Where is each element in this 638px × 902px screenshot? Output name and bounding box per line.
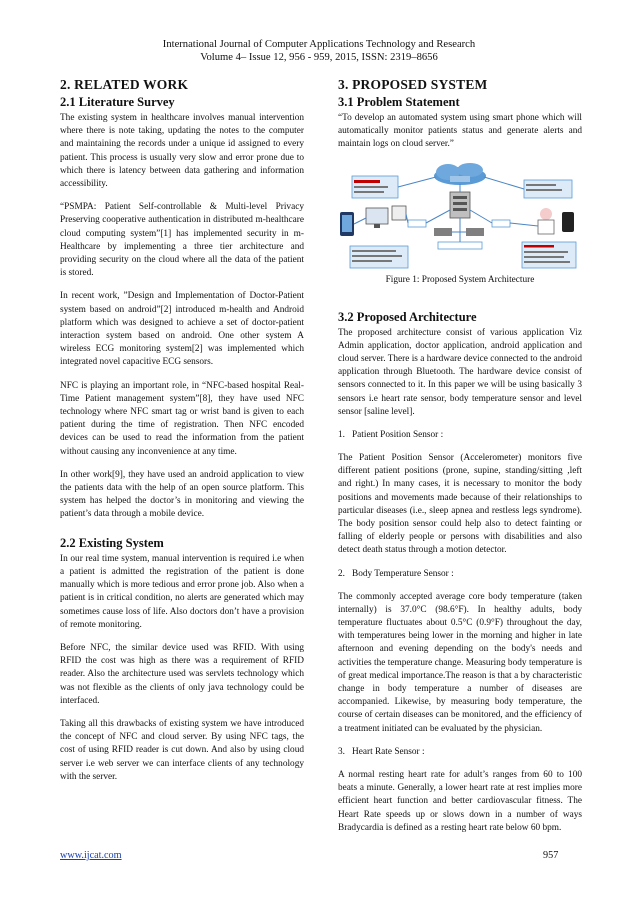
list-item xyxy=(338,746,582,759)
list-number: 2. xyxy=(338,568,345,579)
right-column xyxy=(338,77,582,845)
page-header xyxy=(0,38,638,64)
section-2-1-heading: 2.1 Literature Survey xyxy=(60,95,175,109)
list-number: 3. xyxy=(338,746,345,757)
list-label: Body Temperature Sensor : xyxy=(352,568,454,579)
architecture-figure xyxy=(338,162,582,272)
left-column xyxy=(60,77,304,794)
figure-caption: Figure 1: Proposed System Architecture xyxy=(385,274,535,285)
list-item xyxy=(338,568,582,581)
journal-volume: Volume 4– Issue 12, 956 - 959, 2015, ISSN: 2319–8656 xyxy=(200,52,438,63)
paragraph: In our real time system, manual intervention is required i.e when a patient is admitted the registration of the patient is done manually which is more tedious and error prone job. Also when a patient is in critical condition, no alerts are generated which may sometimes cause loss of life. Also doctors don’t have a provision of remote monitoring. xyxy=(60,553,304,630)
paragraph: A normal resting heart rate for adult’s ranges from 60 to 100 beats a minute. Generally, a lower heart rate at rest implies more efficient heart function and better cardiovascular fitness. The Heart Rate speeds up or slows down in a number of ways Bradycardia is defined as a resting heart rate below 60 bpm. xyxy=(338,769,582,833)
paragraph: “To develop an automated system using smart phone which will automatically monitor patients status and generate alerts and maintain logs on cloud server.” xyxy=(338,113,582,150)
paragraph: “PSMPA: Patient Self-controllable & Multi-level Privacy Preserving cooperative authentication in distributed m-healthcare cloud computing system”[1] has implemented security in m-Healthcare by implementing a three tier architecture and providing security on the cloud where all the data of the patient is stored. xyxy=(60,202,304,279)
journal-website-link[interactable]: www.ijcat.com xyxy=(60,850,122,861)
paragraph: NFC is playing an important role, in “NFC-based hospital Real-Time Patient management system”[8], they have used NFC technology where NFC smart tag or wrist band is given to each patient during the time of registration. Then NFC encoded devices can be used to read the information from the patient without causing any inconvenience at any time. xyxy=(60,380,304,457)
list-label: Heart Rate Sensor : xyxy=(352,746,425,757)
admin-app-box xyxy=(352,176,398,198)
server-icon xyxy=(450,192,470,218)
phone-right-icon xyxy=(562,212,574,232)
paragraph: Taking all this drawbacks of existing system we have introduced the concept of NFC and cloud server. By using NFC tags, the cost of using RFID reader is cut down. And also by using cloud server i.e web server we can interface clients of any technology with the server. xyxy=(60,718,304,782)
cloud-icon xyxy=(434,163,486,185)
section-3-1-heading: 3.1 Problem Statement xyxy=(338,95,460,109)
paragraph: In recent work, ”Design and Implementation of Doctor-Patient system based on android”[2] introduced m-health and Android platform which was designed to achieve a set of doctor-patient interaction system based on android. One other system A wireless ECG monitoring system[2] was implemented which integrated novel capacitive ECG sensors. xyxy=(60,291,304,368)
computer-icon xyxy=(366,206,406,228)
paragraph: The proposed architecture consist of various application Viz Admin application, doctor application, android application and cloud server. There is a hardware device connected to the android application through Bluetooth. The hardware device consist of sensors connected to it. In this paper we will be using basically 3 sensors i.e heart rate sensor, body temperature sensor and level sensor [saline level]. xyxy=(338,327,582,417)
architecture-diagram xyxy=(338,162,582,272)
paragraph: In other work[9], they have used an android application to view the patients data with the help of an open source platform. This system has helped the doctor’s in monitoring and viewing the patient’s data through a mobile device. xyxy=(60,469,304,520)
application-box xyxy=(522,242,576,268)
journal-title: International Journal of Computer Applications Technology and Research xyxy=(162,39,476,50)
section-2-2-heading: 2.2 Existing System xyxy=(60,535,164,550)
section-2-heading: 2. RELATED WORK xyxy=(60,77,189,92)
section-3-heading: 3. PROPOSED SYSTEM xyxy=(338,77,488,92)
paragraph: The existing system in healthcare involves manual intervention where there is note taking, updating the notes to the computer and maintaining the records under a unique id assigned to every patient. This process is usually very slow and error prone due to which there is latency between data gathering and information accessibility. xyxy=(60,113,304,190)
paragraph: The Patient Position Sensor (Accelerometer) monitors five different patient positions (prone, supine, standing/sitting ,left and right.) In many cases, it is necessary to monitor the body positions and movements made because of their relationships to particular diseases (i.e., sleep apnea and restless legs syndrome). The body position sensor could help also to detect fainting or falling of elderly people or persons with disabilities and also detect death status through a motion detector. xyxy=(338,453,582,556)
list-number: 1. xyxy=(338,430,345,441)
doctor-app-box xyxy=(524,180,572,198)
paragraph: Before NFC, the similar device used was RFID. With using RFID the cost was high as there was a requirement of RFID reader. Also the architecture used was servlets technology which was not flexible as the clients of only java technology could be interfaced. xyxy=(60,642,304,706)
section-3-2-heading: 3.2 Proposed Architecture xyxy=(338,309,477,324)
sensor-box xyxy=(350,246,408,268)
list-item xyxy=(338,429,582,442)
smartphone-icon xyxy=(340,212,354,236)
connector-boxes xyxy=(408,220,510,249)
paragraph: The commonly accepted average core body temperature (taken internally) is 37.0°C (98.6°F). In healthy adults, body temperature fluctuates about 0.5°C (0.9°F) throughout the day, with temperatures being lower in the morning and higher in late afternoon and evening depending on the body's needs and activities the temperature change. Measuring body temperature is of great medical importance.The reason is that a by characteristic change in body temperature a number of diseases are accompanied. Likewise, by measuring body temperature, the course of certain diseases can be monitored, and the efficiency of a treatment initiated can be evaluated by the physician. xyxy=(338,591,582,734)
page-number: 957 xyxy=(543,850,559,861)
doctor-icon xyxy=(538,208,554,234)
list-label: Patient Position Sensor : xyxy=(352,430,444,441)
